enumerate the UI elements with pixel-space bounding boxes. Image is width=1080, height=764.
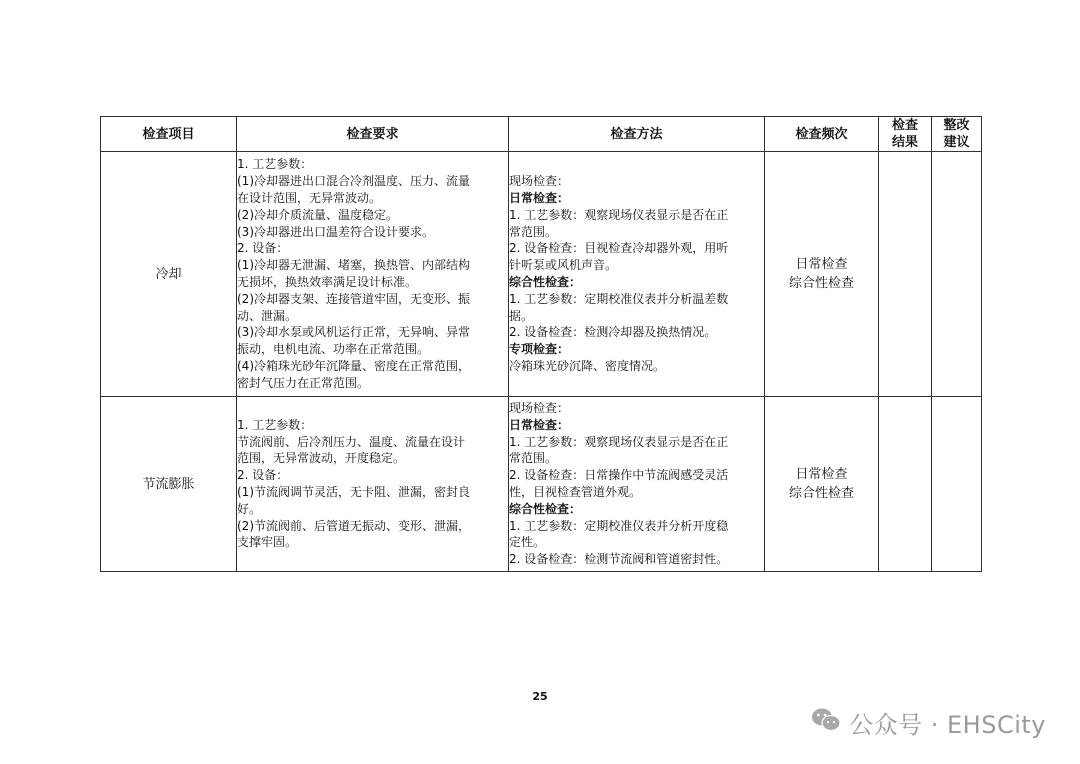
frequency-line: 日常检查 <box>795 257 848 272</box>
header-requirements: 检查要求 <box>237 117 509 152</box>
method-line: 1. 工艺参数：定期校准仪表并分析开度稳 <box>509 518 729 533</box>
frequency-line: 日常检查 <box>795 467 848 482</box>
wechat-icon <box>811 707 841 737</box>
table-body <box>101 152 982 572</box>
requirement-line: (2)节流阀前、后管道无振动、变形、泄漏， <box>237 518 470 533</box>
method-line: 1. 工艺参数：定期校准仪表并分析温差数 <box>509 291 729 306</box>
header-result-line: 结果 <box>891 135 918 150</box>
method-line: 2. 设备检查：日常操作中节流阀感受灵活 <box>509 468 729 483</box>
inspection-item: 冷却 <box>101 152 237 397</box>
requirement-line: 支撑牢固。 <box>237 535 298 550</box>
requirements-cell <box>237 397 509 572</box>
requirement-line: (2)冷却器支架、连接管道牢固，无变形、振 <box>237 291 470 306</box>
method-line: 1. 工艺参数：观察现场仪表显示是否在正 <box>509 207 729 222</box>
frequency-line: 综合性检查 <box>788 486 854 501</box>
method-line: 综合性检查： <box>509 275 582 289</box>
method-line: 日常检查： <box>509 191 570 206</box>
method-line: 冷箱珠光砂沉降、密度情况。 <box>509 358 666 373</box>
frequency-cell <box>765 152 879 397</box>
table-row <box>101 397 982 572</box>
header-method: 检查方法 <box>509 117 765 152</box>
header-suggestion <box>932 117 982 152</box>
requirement-line: (1)冷却器进出口混合冷剂温度、压力、流量 <box>237 174 470 189</box>
requirement-line: (1)冷却器无泄漏、堵塞，换热管、内部结构 <box>237 258 470 273</box>
method-line: 2. 设备检查：目视检查冷却器外观，用听 <box>509 241 729 256</box>
method-cell <box>509 152 765 397</box>
result-cell <box>879 397 932 572</box>
requirement-line: (3)冷却水泵或风机运行正常，无异响、异常 <box>237 325 470 340</box>
suggestion-cell <box>932 397 982 572</box>
method-line: 定性。 <box>509 535 546 550</box>
header-result <box>879 117 932 152</box>
requirement-line: (4)冷箱珠光砂年沉降量、密度在正常范围， <box>237 358 470 373</box>
requirement-line: 2. 设备： <box>237 241 289 256</box>
requirement-line: 好。 <box>237 501 262 516</box>
method-line: 常范围。 <box>509 224 558 239</box>
method-line: 据。 <box>509 308 534 323</box>
header-suggestion-line: 建议 <box>943 135 970 150</box>
requirement-line: 节流阀前、后冷剂压力、温度、流量在设计 <box>237 434 466 449</box>
method-line: 现场检查： <box>509 401 570 416</box>
page-number: 25 <box>532 690 548 703</box>
requirement-line: (1)节流阀调节灵活，无卡阻、泄漏，密封良 <box>237 485 470 499</box>
suggestion-cell <box>932 152 982 397</box>
requirements-cell <box>237 152 509 397</box>
method-cell <box>509 397 765 572</box>
requirement-line: 1. 工艺参数： <box>237 417 313 432</box>
method-line: 现场检查： <box>509 174 570 189</box>
method-line: 2. 设备检查：检测冷却器及换热情况。 <box>509 325 717 340</box>
inspection-table <box>100 116 982 572</box>
method-line: 专项检查： <box>509 342 570 357</box>
method-line: 2. 设备检查：检测节流阀和管道密封性。 <box>509 552 729 567</box>
method-line: 日常检查： <box>509 417 570 432</box>
header-frequency: 检查频次 <box>765 117 879 152</box>
requirement-line: 范围，无异常波动，开度稳定。 <box>237 451 406 466</box>
header-result-line: 检查 <box>891 118 918 133</box>
method-line: 针听泵或风机声音。 <box>509 258 618 273</box>
requirement-line: 2. 设备： <box>237 468 289 483</box>
method-line: 常范围。 <box>509 451 558 466</box>
table-header-row <box>101 117 982 152</box>
frequency-line: 综合性检查 <box>788 276 854 291</box>
requirement-line: 1. 工艺参数： <box>237 157 313 172</box>
watermark-text: 公众号 · EHSCity <box>849 710 1046 739</box>
header-item: 检查项目 <box>101 117 237 152</box>
header-suggestion-line: 整改 <box>943 118 970 133</box>
requirement-line: 动、泄漏。 <box>237 308 298 323</box>
result-cell <box>879 152 932 397</box>
table-row <box>101 152 982 397</box>
watermark <box>811 704 1046 740</box>
requirement-line: 密封气压力在正常范围。 <box>237 375 370 390</box>
method-line: 性，目视检查管道外观。 <box>509 485 642 499</box>
requirement-line: (3)冷却器进出口温差符合设计要求。 <box>237 224 434 239</box>
requirement-line: 振动，电机电流、功率在正常范围。 <box>237 342 430 357</box>
frequency-cell <box>765 397 879 572</box>
inspection-item: 节流膨胀 <box>101 397 237 572</box>
method-line: 1. 工艺参数：观察现场仪表显示是否在正 <box>509 434 729 449</box>
method-line: 综合性检查： <box>509 501 582 516</box>
requirement-line: 在设计范围，无异常波动。 <box>237 191 382 206</box>
requirement-line: 无损坏，换热效率满足设计标准。 <box>237 275 418 289</box>
requirement-line: (2)冷却介质流量、温度稳定。 <box>237 207 398 222</box>
